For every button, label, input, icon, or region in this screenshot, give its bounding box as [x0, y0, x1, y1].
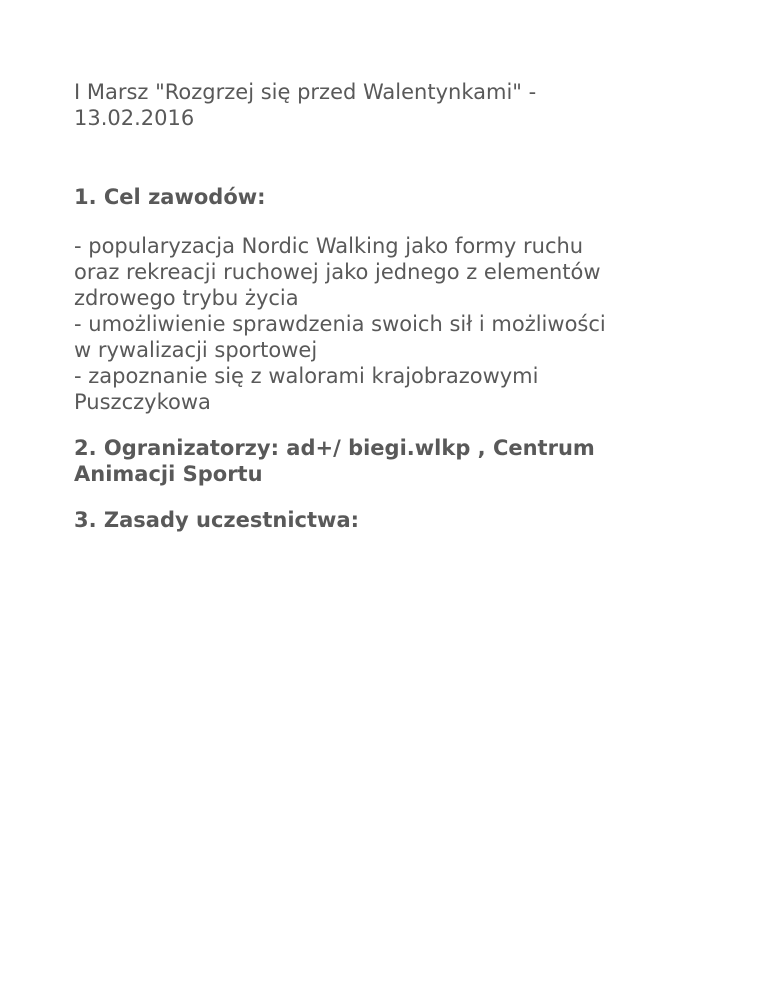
- section-heading-organizatorzy: [74, 435, 714, 487]
- section-heading-line: 3. Zasady uczestnictwa:: [74, 508, 360, 532]
- document-title-date: 13.02.2016: [74, 106, 195, 130]
- body-line: - popularyzacja Nordic Walking jako formy ruchu: [74, 234, 584, 258]
- body-line: - umożliwienie sprawdzenia swoich sił i możliwości: [74, 312, 606, 336]
- section-heading-line: Animacji Sportu: [74, 462, 263, 486]
- section-body-cel-zawodow: [74, 233, 714, 415]
- section-heading-line: 1. Cel zawodów:: [74, 185, 266, 209]
- body-line: Puszczykowa: [74, 390, 211, 414]
- section-heading-cel-zawodow: [74, 184, 714, 210]
- document-title-line: I Marsz "Rozgrzej się przed Walentynkami" -: [74, 80, 537, 104]
- section-heading-zasady-uczestnictwa: [74, 507, 714, 533]
- section-heading-line: 2. Ogranizatorzy: ad+/ biegi.wlkp , Centrum: [74, 436, 595, 460]
- body-line: - zapoznanie się z walorami krajobrazowymi: [74, 364, 539, 388]
- body-line: zdrowego trybu życia: [74, 286, 299, 310]
- body-line: w rywalizacji sportowej: [74, 338, 318, 362]
- document-page: [74, 79, 714, 533]
- document-title: [74, 79, 714, 131]
- body-line: oraz rekreacji ruchowej jako jednego z elementów: [74, 260, 601, 284]
